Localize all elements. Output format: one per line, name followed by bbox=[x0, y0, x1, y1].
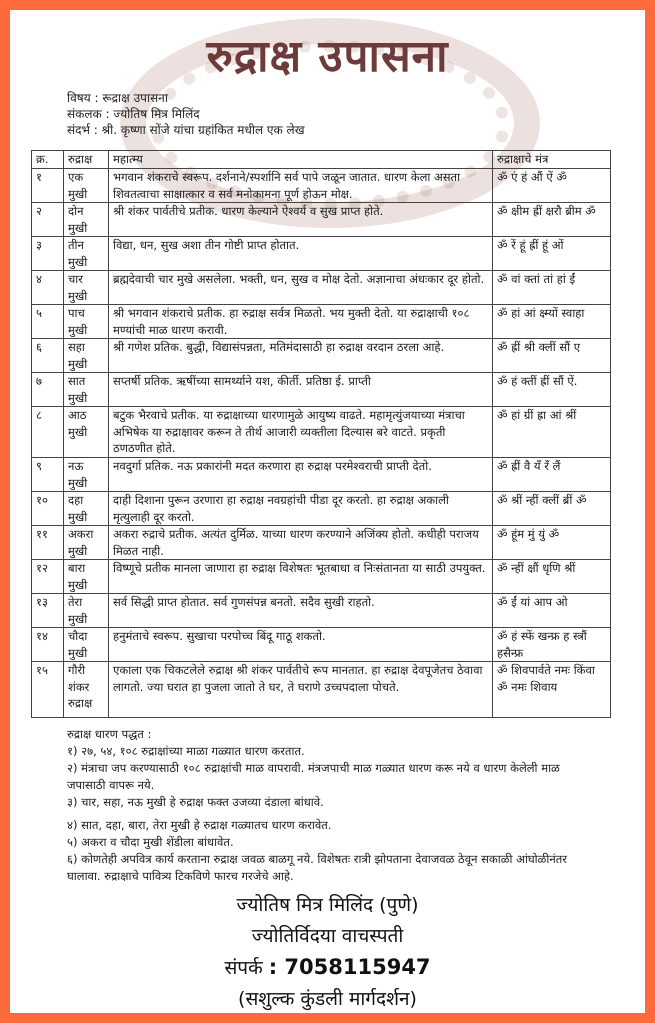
rudraksha-significance: अकरा रुद्राचे प्रतीक. अत्यंत दुर्मिळ. याच्या धारण करण्याने अजिंक्य होतो. कधीही पराजय मिळत नाही. bbox=[109, 526, 493, 560]
rudraksha-name: अकरा मुखी bbox=[64, 526, 109, 560]
rudraksha-name: नऊ मुखी bbox=[64, 458, 109, 492]
table-row bbox=[32, 458, 611, 492]
note-item: ५) अकरा व चौदा मुखी शेंडीला बांधावेत. bbox=[67, 835, 234, 849]
rudraksha-mantra: ॐ हूंम मुं युं ॐ bbox=[493, 526, 611, 560]
rudraksha-significance: नवदुर्गा प्रतिक. नऊ प्रकारांनी मदत करणारा हा रुद्राक्ष परमेश्वराची प्राप्ती देतो. bbox=[109, 458, 493, 492]
table-row bbox=[32, 560, 611, 594]
note-item: २) मंत्राचा जप करण्यासाठी १०८ रुद्राक्षांची माळ वापरावी. मंत्रजपाची माळ गळ्यात धारण करू नये व धारण केलेली माळ जपासाठी वापरू नये. bbox=[67, 761, 560, 792]
rudraksha-significance: श्री शंकर पार्वतीचे प्रतीक. धारण केल्याने ऐश्वर्य व सुख प्राप्त होते. bbox=[109, 203, 493, 237]
row-number: १३ bbox=[32, 594, 64, 628]
rudraksha-name: दोन मुखी bbox=[64, 203, 109, 237]
rudraksha-mantra: ॐ ह्रीं श्री क्लीं सौं ए bbox=[493, 339, 611, 373]
note-item: १) २७, ५४, १०८ रुद्राक्षांच्या माळा गळ्यात धारण करतात. bbox=[67, 744, 305, 758]
row-number: ८ bbox=[32, 407, 64, 458]
row-number: ९ bbox=[32, 458, 64, 492]
header-number: क्र. bbox=[32, 151, 64, 169]
row-number: ७ bbox=[32, 373, 64, 407]
header-significance: महात्म्य bbox=[109, 151, 493, 169]
row-number: ६ bbox=[32, 339, 64, 373]
rudraksha-name: सहा मुखी bbox=[64, 339, 109, 373]
rudraksha-mantra: ॐ हं स्फें खन्फ्र ह स्त्रौं हसैन्फ्र bbox=[493, 628, 611, 662]
wearing-method-notes bbox=[67, 726, 587, 885]
rudraksha-name: एक मुखी bbox=[64, 169, 109, 203]
rudraksha-mantra: ॐ ईं यां आप ओ bbox=[493, 594, 611, 628]
rudraksha-mantra: ॐ एं हं औं ऐं ॐ bbox=[493, 169, 611, 203]
rudraksha-mantra: ॐ वां क्तां तां हां ईं bbox=[493, 271, 611, 305]
table-row bbox=[32, 271, 611, 305]
rudraksha-significance: बटुक भैरवाचे प्रतीक. या रुद्राक्षाच्या धारणामुळे आयुष्य वाढते. महामृत्युंजयाच्या मंत्राचा अभिषेक या रुद्राक्षावर करून ते तीर्थ आजारी व्यक्तीला दिल्यास बरे वाटते. प्रकृती ठणठणीत होते. bbox=[109, 407, 493, 458]
rudraksha-significance: श्री भगवान शंकराचे प्रतीक. हा रुद्राक्ष सर्वत्र मिळतो. भय मुक्ती देतो. या रुद्राक्षाची १०८ मण्यांची माळ धारण करावी. bbox=[109, 305, 493, 339]
rudraksha-mantra: ॐ क्षीम ह्रीं क्षरौ ब्रीम ॐ bbox=[493, 203, 611, 237]
table-row bbox=[32, 628, 611, 662]
row-number: ३ bbox=[32, 237, 64, 271]
header-mantra: रुद्राक्षाचे मंत्र bbox=[493, 151, 611, 169]
rudraksha-significance: दाही दिशाना पुरून उरणारा हा रुद्राक्ष नवग्रहांची पीडा दूर करतो. हा रुद्राक्ष अकाली मृत्युलाही दूर करतो. bbox=[109, 492, 493, 526]
rudraksha-significance: श्री गणेश प्रतिक. बुद्धी, विद्यासंपन्नता, मतिमंदासाठी हा रुद्राक्ष वरदान ठरला आहे. bbox=[109, 339, 493, 373]
table-row bbox=[32, 373, 611, 407]
row-number: ५ bbox=[32, 305, 64, 339]
table-row bbox=[32, 594, 611, 628]
table-row bbox=[32, 169, 611, 203]
table-row bbox=[32, 407, 611, 458]
rudraksha-significance: एकाला एक चिकटलेले रुद्राक्ष श्री शंकर पार्वतीचे रूप मानतात. हा रुद्राक्ष देवपूजेतच ठेवावा लागतो. ज्या घरात हा पुजला जातो ते घर, ते घराणे उच्चपदाला पोचते. bbox=[109, 662, 493, 718]
rudraksha-name: बारा मुखी bbox=[64, 560, 109, 594]
meta-subject: विषय : रूद्राक्ष उपासना bbox=[67, 91, 168, 105]
rudraksha-name: तेरा मुखी bbox=[64, 594, 109, 628]
row-number: ४ bbox=[32, 271, 64, 305]
row-number: १ bbox=[32, 169, 64, 203]
row-number: १४ bbox=[32, 628, 64, 662]
notes-heading: रुद्राक्ष धारण पद्धत : bbox=[67, 727, 152, 741]
rudraksha-mantra: ॐ श्रीं न्हीं क्लीं ब्रीं ॐ bbox=[493, 492, 611, 526]
rudraksha-significance: हनुमंताचे स्वरूप. सुखाचा परपोच्च बिंदू गाठू शकतो. bbox=[109, 628, 493, 662]
page-title: रुद्राक्ष उपासना bbox=[206, 31, 449, 82]
row-number: १० bbox=[32, 492, 64, 526]
table-row bbox=[32, 662, 611, 718]
rudraksha-name: गौरी शंकर रुद्राक्ष bbox=[64, 662, 109, 718]
header-rudraksha: रुद्राक्ष bbox=[64, 151, 109, 169]
rudraksha-name: सात मुखी bbox=[64, 373, 109, 407]
rudraksha-name: चौदा मुखी bbox=[64, 628, 109, 662]
rudraksha-name: आठ मुखी bbox=[64, 407, 109, 458]
rudraksha-mantra: ॐ हं क्तीं ह्रीं सौं ऐं. bbox=[493, 373, 611, 407]
contact-label: संपर्क bbox=[224, 957, 263, 979]
table-row bbox=[32, 237, 611, 271]
rudraksha-mantra: ॐ हां ग्रीं ह्रा आं श्रीं bbox=[493, 407, 611, 458]
note-item: ३) चार, सहा, नऊ मुखी हे रुद्राक्ष फक्त उजव्या दंडाला बांधावे. bbox=[67, 795, 324, 809]
note-item: ४) सात, दहा, बारा, तेरा मुखी हे रुद्राक्ष गळ्यातच धारण करावेत. bbox=[67, 818, 332, 832]
footer-name: ज्योतिष मित्र मिलिंद (पुणे) bbox=[236, 894, 419, 916]
rudraksha-mantra: ॐ ह्रीं वै यँ रँ लैं bbox=[493, 458, 611, 492]
footer-service: (सशुल्क कुंडली मार्गदर्शन) bbox=[238, 988, 417, 1010]
contact-footer bbox=[10, 890, 645, 1013]
rudraksha-significance: विद्या, धन, सुख अशा तीन गोष्टी प्राप्त होतात. bbox=[109, 237, 493, 271]
rudraksha-mantra: ॐ रें हूं ह्रीं हूं ओं bbox=[493, 237, 611, 271]
rudraksha-significance: ब्रह्मदेवाची चार मुखे असलेला. भक्ती, धन, सुख व मोक्ष देतो. अज्ञानाचा अंधःकार दूर होतो. bbox=[109, 271, 493, 305]
meta-reference: संदर्भ : श्री. कृष्णा सोंजे यांचा ग्रहांकित मधील एक लेख bbox=[67, 123, 305, 137]
rudraksha-name: तीन मुखी bbox=[64, 237, 109, 271]
table-header-row bbox=[32, 151, 611, 169]
rudraksha-significance: सप्तर्षी प्रतिक. ऋषींच्या सामर्थ्याने यश, कीर्ती. प्रतिष्ठा ई. प्राप्ती bbox=[109, 373, 493, 407]
rudraksha-mantra: ॐ हां आं क्ष्म्यों स्वाहा bbox=[493, 305, 611, 339]
row-number: २ bbox=[32, 203, 64, 237]
row-number: ११ bbox=[32, 526, 64, 560]
table-row bbox=[32, 526, 611, 560]
rudraksha-mantra: ॐ न्हीं क्षौं धृणि श्रीं bbox=[493, 560, 611, 594]
rudraksha-table bbox=[31, 150, 611, 718]
document-meta bbox=[67, 90, 305, 138]
phone-number: : 7058115947 bbox=[268, 955, 431, 979]
rudraksha-significance: सर्व सिद्धी प्राप्त होतात. सर्व गुणसंपन्न बनतो. सदैव सुखी राहतो. bbox=[109, 594, 493, 628]
rudraksha-name: पाच मुखी bbox=[64, 305, 109, 339]
row-number: १२ bbox=[32, 560, 64, 594]
footer-contact bbox=[10, 952, 645, 984]
rudraksha-significance: भगवान शंकराचे स्वरूप. दर्शनाने/स्पर्शानि सर्व पापे जळून जातात. धारण केला असता शिवतत्वाचा साक्षात्कार व सर्व मनोकामना पूर्ण होऊन मोक्ष. bbox=[109, 169, 493, 203]
note-item: ६) कोणतेही अपवित्र कार्य करताना रुद्राक्ष जवळ बाळगू नये. विशेषतः रात्री झोपताना देवाजवळ ठेवून सकाळी आंघोळीनंतर घालावा. रुद्राक्षाचे पावित्र्य टिकविणे फारच गरजेचे आहे. bbox=[67, 852, 567, 883]
document-sheet bbox=[10, 10, 645, 1013]
table-row bbox=[32, 203, 611, 237]
row-number: १५ bbox=[32, 662, 64, 718]
table-row bbox=[32, 339, 611, 373]
rudraksha-mantra: ॐ शिवपार्वते नमः किंवा ॐ नमः शिवाय bbox=[493, 662, 611, 718]
rudraksha-significance: विष्णूचे प्रतीक मानला जाणारा हा रुद्राक्ष विशेषतः भूतबाधा व निःसंतानता या साठी उपयुक्त. bbox=[109, 560, 493, 594]
table-row bbox=[32, 492, 611, 526]
footer-designation: ज्योतिर्विदया वाचस्पती bbox=[251, 925, 404, 947]
rudraksha-name: चार मुखी bbox=[64, 271, 109, 305]
table-row bbox=[32, 305, 611, 339]
rudraksha-name: दहा मुखी bbox=[64, 492, 109, 526]
meta-compiler: संकलक : ज्योतिष मित्र मिलिंद bbox=[67, 107, 200, 121]
